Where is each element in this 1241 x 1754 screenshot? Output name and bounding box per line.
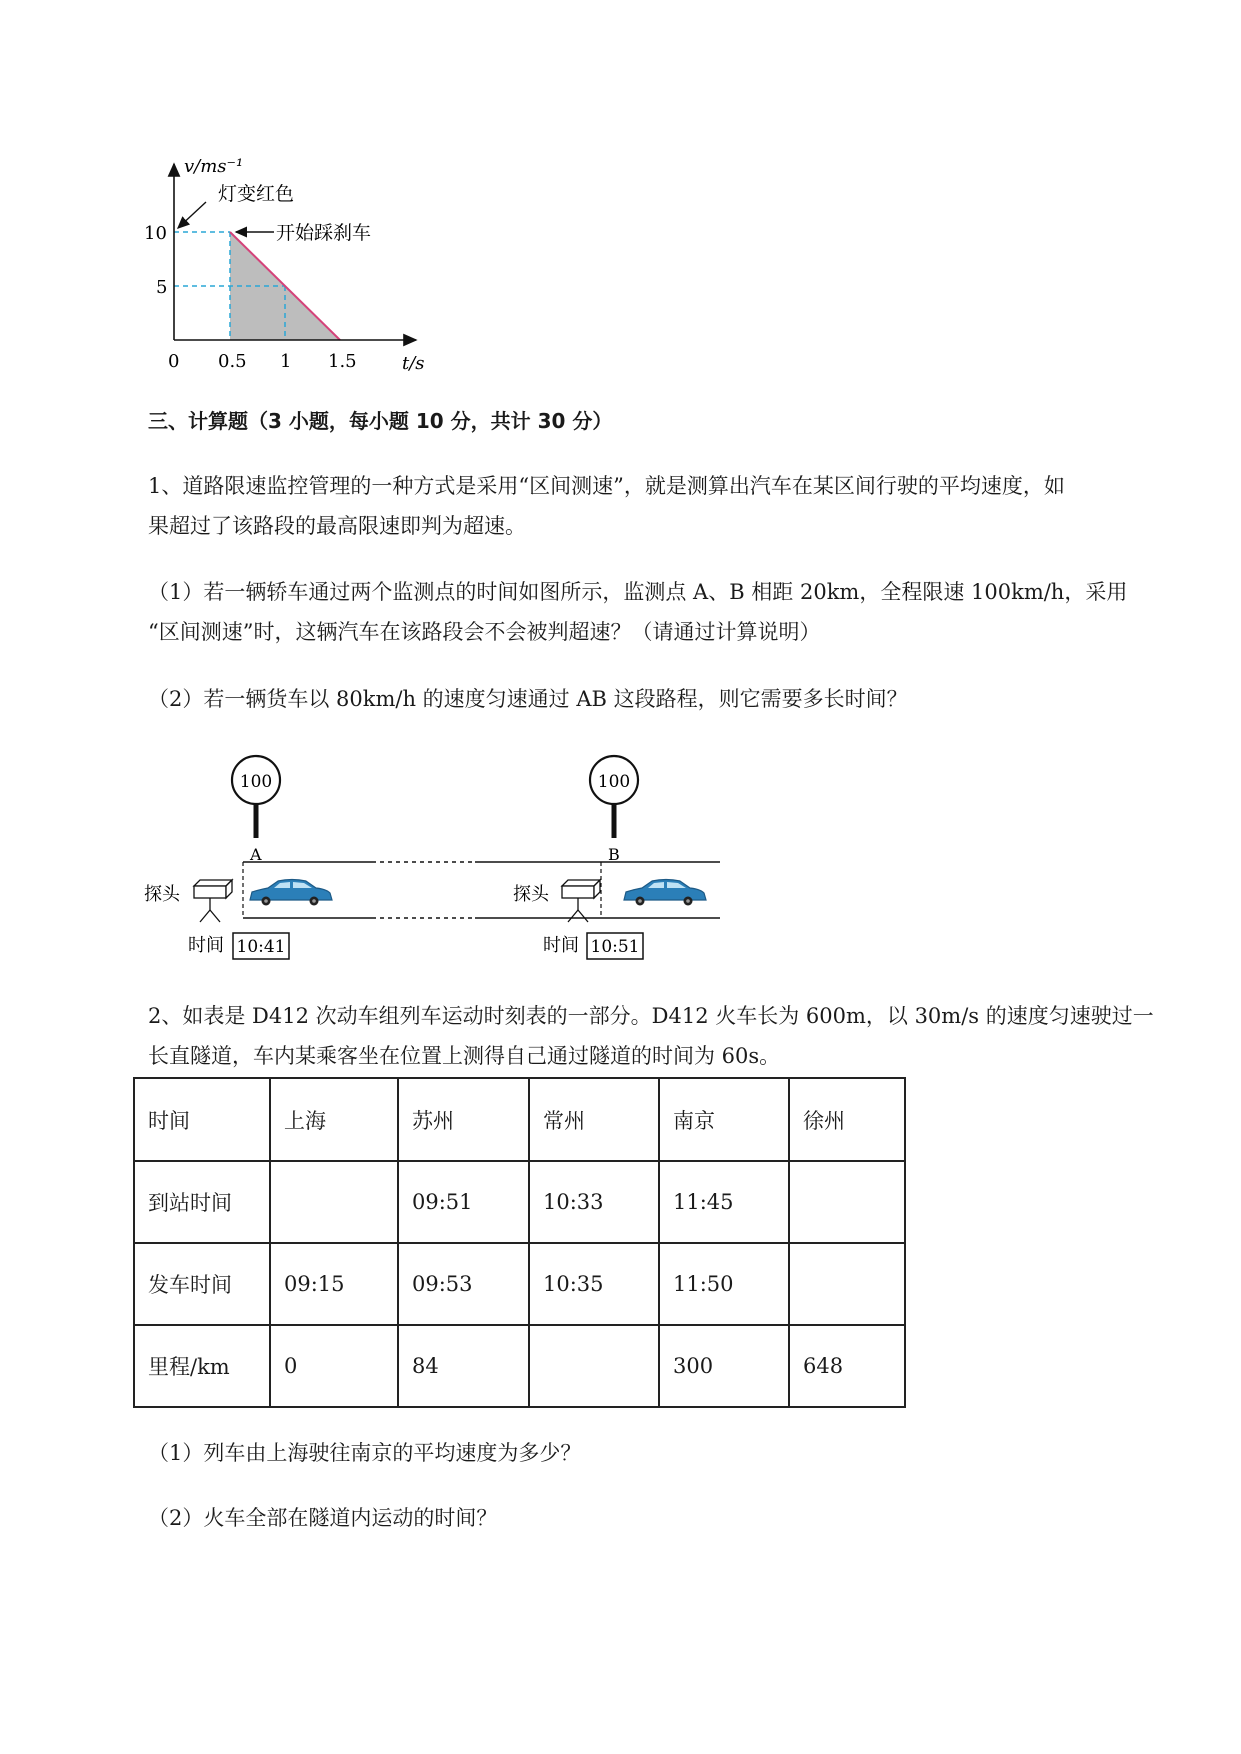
car-b (624, 880, 706, 906)
time-label-b: 时间 (543, 935, 579, 956)
camera-probe-b (562, 880, 600, 922)
sign-a-value: 100 (239, 772, 273, 792)
sign-b-value: 100 (597, 772, 631, 792)
q1-line1: 1、道路限速监控管理的一种方式是采用“区间测速”，就是测算出汽车在某区间行驶的平均速度，如 (148, 474, 1065, 498)
table-cell: 300 (659, 1325, 789, 1407)
q2-line1: 2、如表是 D412 次动车组列车运动时刻表的一部分。D412 火车长为 600m，以 30m/s 的速度匀速驶过一 (148, 1004, 1154, 1028)
speed-sign-a (232, 756, 280, 838)
label-b: B (608, 845, 620, 864)
table-cell: 徐州 (789, 1078, 905, 1161)
table-header-row (134, 1078, 905, 1161)
time-label-a: 时间 (188, 935, 224, 956)
table-cell: 84 (398, 1325, 529, 1407)
y-tick-5: 5 (156, 277, 168, 298)
q1-sub2: （2）若一辆货车以 80km/h 的速度匀速通过 AB 这段路程，则它需要多长时间？ (148, 687, 908, 711)
annotation-brake: 开始踩刹车 (276, 222, 372, 244)
speed-sign-b (590, 756, 638, 838)
table-cell: 常州 (529, 1078, 659, 1161)
table-cell: 09:53 (398, 1243, 529, 1325)
train-timetable (133, 1077, 906, 1408)
table-cell: 上海 (270, 1078, 398, 1161)
q1-sub1-line1: （1）若一辆轿车通过两个监测点的时间如图所示，监测点 A、B 相距 20km，全程限速 100km/h，采用 (148, 580, 1128, 604)
table-cell: 09:51 (398, 1161, 529, 1243)
table-row (134, 1161, 905, 1243)
q2-line2: 长直隧道，车内某乘客坐在位置上测得自己通过隧道的时间为 60s。 (148, 1044, 781, 1068)
probe-a-label: 探头 (144, 884, 180, 905)
table-cell: 09:15 (270, 1243, 398, 1325)
time-value-b: 10:51 (590, 937, 640, 957)
table-cell (529, 1325, 659, 1407)
car-a (250, 880, 332, 906)
y-axis-label: v/ms⁻¹ (184, 156, 244, 177)
red-light-arrow (178, 202, 206, 228)
table-cell: 时间 (134, 1078, 270, 1161)
table-cell: 11:50 (659, 1243, 789, 1325)
x-tick-0-5: 0.5 (218, 351, 247, 372)
table-cell (270, 1161, 398, 1243)
x-tick-1: 1 (280, 351, 292, 372)
table-cell: 0 (270, 1325, 398, 1407)
y-tick-10: 10 (144, 223, 167, 244)
q1-line2: 果超过了该路段的最高限速即判为超速。 (148, 514, 526, 538)
table-cell: 南京 (659, 1078, 789, 1161)
origin-label: 0 (168, 351, 180, 372)
table-cell: 苏州 (398, 1078, 529, 1161)
table-cell: 里程/km (134, 1325, 270, 1407)
table-cell: 648 (789, 1325, 905, 1407)
road-speed-camera-diagram (140, 750, 740, 970)
table-cell (789, 1161, 905, 1243)
table-row (134, 1325, 905, 1407)
table-cell: 10:33 (529, 1161, 659, 1243)
q2-sub1: （1）列车由上海驶往南京的平均速度为多少？ (148, 1441, 582, 1465)
table-cell: 11:45 (659, 1161, 789, 1243)
table-cell (789, 1243, 905, 1325)
table-cell: 到站时间 (134, 1161, 270, 1243)
section-title: 三、计算题（3 小题，每小题 10 分，共计 30 分） (148, 409, 613, 433)
annotation-red-light: 灯变红色 (218, 183, 295, 205)
camera-probe-a (194, 880, 232, 922)
label-a: A (250, 845, 262, 864)
x-tick-1-5: 1.5 (328, 351, 357, 372)
probe-b-label: 探头 (513, 884, 549, 905)
velocity-time-graph (140, 150, 440, 380)
time-value-a: 10:41 (236, 937, 286, 957)
table-cell: 10:35 (529, 1243, 659, 1325)
table-row (134, 1243, 905, 1325)
x-axis-label: t/s (402, 353, 425, 374)
table-cell: 发车时间 (134, 1243, 270, 1325)
q2-sub2: （2）火车全部在隧道内运动的时间？ (148, 1506, 498, 1530)
q1-sub1-line2: “区间测速”时，这辆汽车在该路段会不会被判超速？（请通过计算说明） (148, 620, 821, 644)
